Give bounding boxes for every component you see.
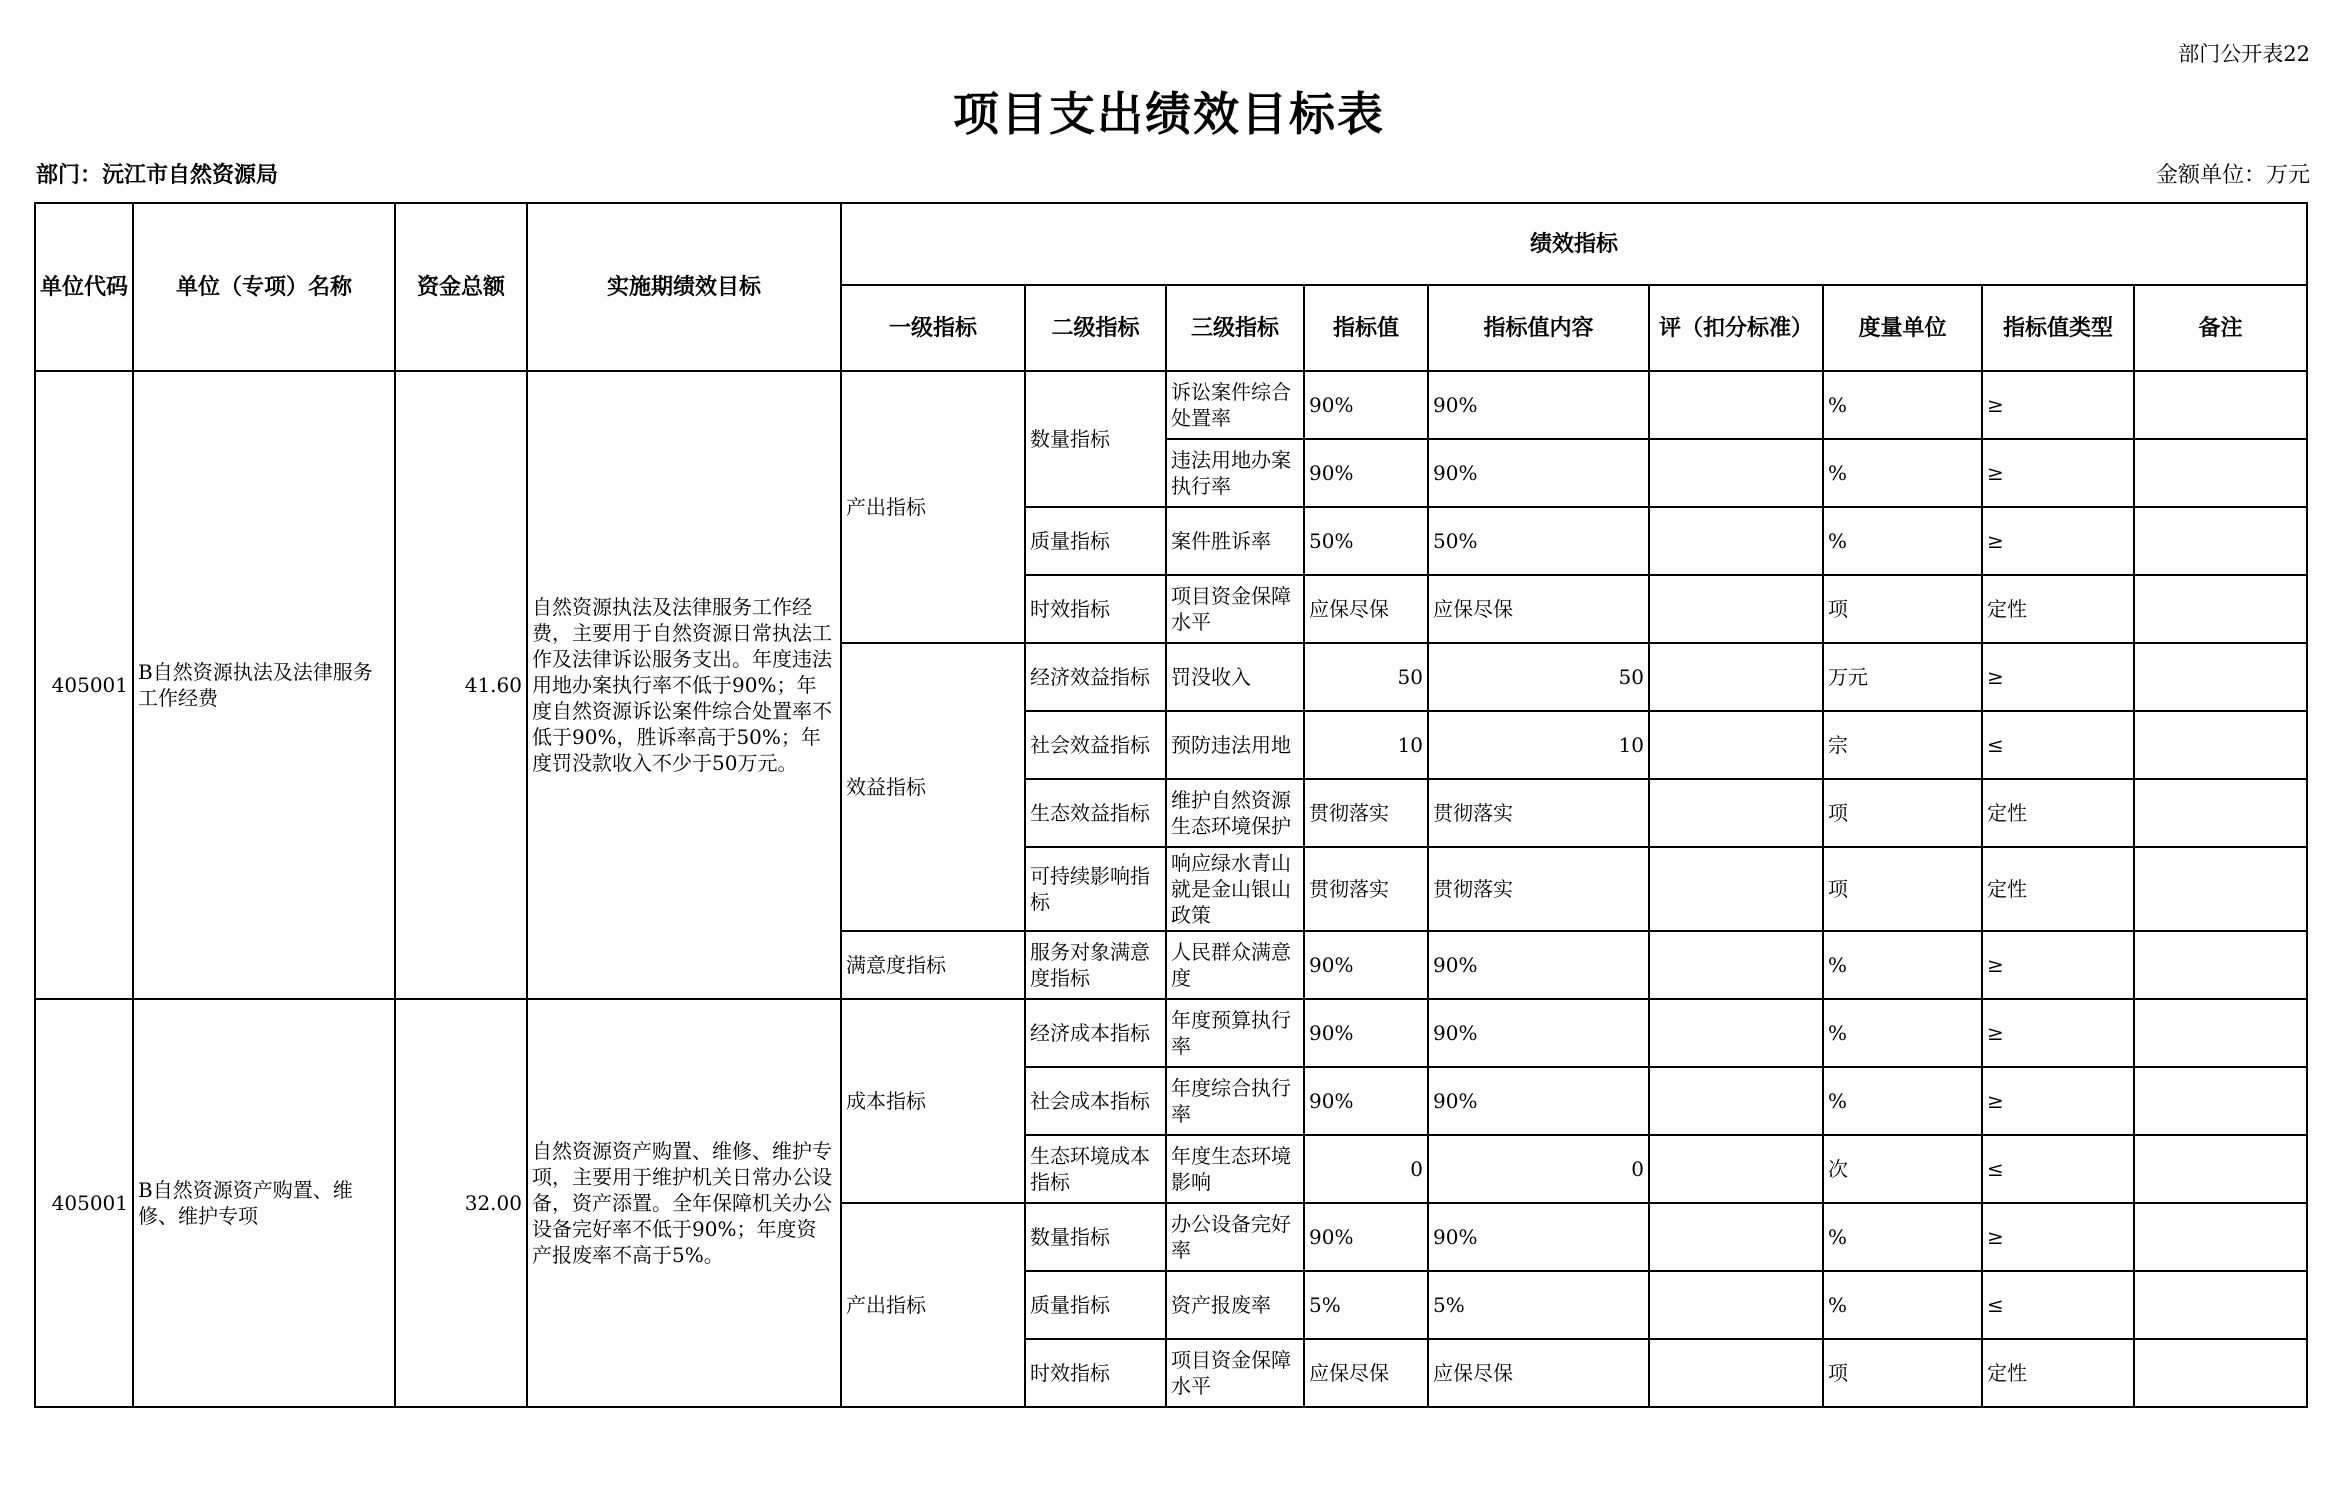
value-type-cell: ≥ <box>1982 439 2134 507</box>
value-type-cell: 定性 <box>1982 847 2134 931</box>
table-body <box>35 371 2307 1407</box>
remark-cell <box>2134 779 2307 847</box>
level3-cell: 年度生态环境影响 <box>1166 1135 1304 1203</box>
header-unit-code: 单位代码 <box>35 203 133 371</box>
remark-cell <box>2134 1135 2307 1203</box>
value-cell: 贯彻落实 <box>1304 779 1428 847</box>
total-funds-cell: 32.00 <box>395 999 527 1407</box>
value-type-cell: ≤ <box>1982 1135 2134 1203</box>
value-type-cell: ≥ <box>1982 1203 2134 1271</box>
score-cell <box>1649 371 1823 439</box>
value-type-cell: 定性 <box>1982 779 2134 847</box>
value-content-cell: 10 <box>1428 711 1649 779</box>
header-remark: 备注 <box>2134 285 2307 371</box>
header-value: 指标值 <box>1304 285 1428 371</box>
level2-cell: 时效指标 <box>1025 1339 1166 1407</box>
level3-cell: 诉讼案件综合处置率 <box>1166 371 1304 439</box>
remark-cell <box>2134 507 2307 575</box>
measure-unit-cell: % <box>1823 1271 1982 1339</box>
value-cell: 90% <box>1304 439 1428 507</box>
level3-cell: 维护自然资源生态环境保护 <box>1166 779 1304 847</box>
remark-cell <box>2134 1339 2307 1407</box>
measure-unit-cell: % <box>1823 999 1982 1067</box>
level3-cell: 项目资金保障水平 <box>1166 1339 1304 1407</box>
header-level3: 三级指标 <box>1166 285 1304 371</box>
header-score: 评（扣分标准） <box>1649 285 1823 371</box>
value-cell: 5% <box>1304 1271 1428 1339</box>
level2-cell: 经济成本指标 <box>1025 999 1166 1067</box>
remark-cell <box>2134 931 2307 999</box>
measure-unit-cell: % <box>1823 507 1982 575</box>
measure-unit-cell: 次 <box>1823 1135 1982 1203</box>
table-row <box>35 371 2307 439</box>
value-type-cell: ≥ <box>1982 371 2134 439</box>
level2-cell: 生态环境成本指标 <box>1025 1135 1166 1203</box>
level3-cell: 罚没收入 <box>1166 643 1304 711</box>
value-content-cell: 应保尽保 <box>1428 575 1649 643</box>
value-cell: 50 <box>1304 643 1428 711</box>
value-type-cell: ≥ <box>1982 507 2134 575</box>
measure-unit-cell: 宗 <box>1823 711 1982 779</box>
score-cell <box>1649 779 1823 847</box>
amount-unit-label: 金额单位：万元 <box>2155 163 2310 188</box>
remark-cell <box>2134 711 2307 779</box>
measure-unit-cell: 项 <box>1823 1339 1982 1407</box>
value-content-cell: 50% <box>1428 507 1649 575</box>
header-performance: 绩效指标 <box>841 203 2307 285</box>
score-cell <box>1649 847 1823 931</box>
header-unit-name: 单位（专项）名称 <box>133 203 395 371</box>
level2-cell: 经济效益指标 <box>1025 643 1166 711</box>
value-type-cell: ≥ <box>1982 1067 2134 1135</box>
score-cell <box>1649 1203 1823 1271</box>
value-content-cell: 应保尽保 <box>1428 1339 1649 1407</box>
value-content-cell: 90% <box>1428 371 1649 439</box>
score-cell <box>1649 1339 1823 1407</box>
score-cell <box>1649 711 1823 779</box>
page-title: 项目支出绩效目标表 <box>953 87 1385 141</box>
unit-name-cell: B自然资源资产购置、维修、维护专项 <box>133 999 395 1407</box>
level3-cell: 项目资金保障水平 <box>1166 575 1304 643</box>
value-cell: 90% <box>1304 999 1428 1067</box>
remark-cell <box>2134 575 2307 643</box>
table-number-label: 部门公开表22 <box>2178 42 2310 66</box>
department-label: 部门：沅江市自然资源局 <box>36 162 279 188</box>
value-content-cell: 0 <box>1428 1135 1649 1203</box>
value-type-cell: ≥ <box>1982 643 2134 711</box>
header-value-content: 指标值内容 <box>1428 285 1649 371</box>
value-type-cell: ≤ <box>1982 1271 2134 1339</box>
level2-cell: 质量指标 <box>1025 1271 1166 1339</box>
measure-unit-cell: 项 <box>1823 847 1982 931</box>
measure-unit-cell: % <box>1823 931 1982 999</box>
value-type-cell: ≤ <box>1982 711 2134 779</box>
level1-cell: 成本指标 <box>841 999 1025 1203</box>
value-content-cell: 5% <box>1428 1271 1649 1339</box>
level3-cell: 年度综合执行率 <box>1166 1067 1304 1135</box>
level3-cell: 响应绿水青山就是金山银山政策 <box>1166 847 1304 931</box>
score-cell <box>1649 1135 1823 1203</box>
level2-cell: 质量指标 <box>1025 507 1166 575</box>
header-measure-unit: 度量单位 <box>1823 285 1982 371</box>
level2-cell: 数量指标 <box>1025 371 1166 507</box>
remark-cell <box>2134 1203 2307 1271</box>
value-content-cell: 90% <box>1428 931 1649 999</box>
total-funds-cell: 41.60 <box>395 371 527 999</box>
score-cell <box>1649 931 1823 999</box>
measure-unit-cell: % <box>1823 1067 1982 1135</box>
value-content-cell: 90% <box>1428 1203 1649 1271</box>
value-type-cell: ≥ <box>1982 999 2134 1067</box>
measure-unit-cell: 项 <box>1823 779 1982 847</box>
level3-cell: 人民群众满意度 <box>1166 931 1304 999</box>
value-content-cell: 贯彻落实 <box>1428 779 1649 847</box>
header-total-funds: 资金总额 <box>395 203 527 371</box>
level2-cell: 时效指标 <box>1025 575 1166 643</box>
measure-unit-cell: 项 <box>1823 575 1982 643</box>
level1-cell: 满意度指标 <box>841 931 1025 999</box>
level3-cell: 办公设备完好率 <box>1166 1203 1304 1271</box>
measure-unit-cell: 万元 <box>1823 643 1982 711</box>
value-cell: 应保尽保 <box>1304 1339 1428 1407</box>
score-cell <box>1649 1271 1823 1339</box>
remark-cell <box>2134 847 2307 931</box>
level1-cell: 效益指标 <box>841 643 1025 931</box>
value-cell: 90% <box>1304 931 1428 999</box>
remark-cell <box>2134 999 2307 1067</box>
level2-cell: 社会效益指标 <box>1025 711 1166 779</box>
score-cell <box>1649 999 1823 1067</box>
level2-cell: 服务对象满意度指标 <box>1025 931 1166 999</box>
value-cell: 50% <box>1304 507 1428 575</box>
value-cell: 贯彻落实 <box>1304 847 1428 931</box>
value-cell: 10 <box>1304 711 1428 779</box>
measure-unit-cell: % <box>1823 371 1982 439</box>
value-type-cell: 定性 <box>1982 1339 2134 1407</box>
value-cell: 0 <box>1304 1135 1428 1203</box>
level2-cell: 生态效益指标 <box>1025 779 1166 847</box>
performance-table <box>34 202 2308 1408</box>
level3-cell: 案件胜诉率 <box>1166 507 1304 575</box>
level1-cell: 产出指标 <box>841 1203 1025 1407</box>
level3-cell: 资产报废率 <box>1166 1271 1304 1339</box>
remark-cell <box>2134 439 2307 507</box>
level2-cell: 社会成本指标 <box>1025 1067 1166 1135</box>
header-goal: 实施期绩效目标 <box>527 203 841 371</box>
measure-unit-cell: % <box>1823 439 1982 507</box>
value-type-cell: 定性 <box>1982 575 2134 643</box>
level3-cell: 预防违法用地 <box>1166 711 1304 779</box>
level2-cell: 可持续影响指标 <box>1025 847 1166 931</box>
score-cell <box>1649 643 1823 711</box>
score-cell <box>1649 507 1823 575</box>
value-cell: 90% <box>1304 371 1428 439</box>
goal-cell: 自然资源执法及法律服务工作经费，主要用于自然资源日常执法工作及法律诉讼服务支出。年度违法用地办案执行率不低于90%；年度自然资源诉讼案件综合处置率不低于90%，胜诉率高于50%；年度罚没款收入不少于50万元。 <box>527 371 841 999</box>
score-cell <box>1649 575 1823 643</box>
remark-cell <box>2134 371 2307 439</box>
unit-code-cell: 405001 <box>35 371 133 999</box>
value-type-cell: ≥ <box>1982 931 2134 999</box>
unit-code-cell: 405001 <box>35 999 133 1407</box>
header-value-type: 指标值类型 <box>1982 285 2134 371</box>
value-content-cell: 90% <box>1428 439 1649 507</box>
level3-cell: 违法用地办案执行率 <box>1166 439 1304 507</box>
measure-unit-cell: % <box>1823 1203 1982 1271</box>
remark-cell <box>2134 1067 2307 1135</box>
value-content-cell: 90% <box>1428 1067 1649 1135</box>
value-cell: 90% <box>1304 1203 1428 1271</box>
value-content-cell: 90% <box>1428 999 1649 1067</box>
header-level1: 一级指标 <box>841 285 1025 371</box>
goal-cell: 自然资源资产购置、维修、维护专项，主要用于维护机关日常办公设备，资产添置。全年保障机关办公设备完好率不低于90%；年度资产报废率不高于5%。 <box>527 999 841 1407</box>
level3-cell: 年度预算执行率 <box>1166 999 1304 1067</box>
remark-cell <box>2134 643 2307 711</box>
level2-cell: 数量指标 <box>1025 1203 1166 1271</box>
value-cell: 90% <box>1304 1067 1428 1135</box>
score-cell <box>1649 1067 1823 1135</box>
value-content-cell: 贯彻落实 <box>1428 847 1649 931</box>
value-cell: 应保尽保 <box>1304 575 1428 643</box>
unit-name-cell: B自然资源执法及法律服务工作经费 <box>133 371 395 999</box>
header-level2: 二级指标 <box>1025 285 1166 371</box>
table-row <box>35 999 2307 1067</box>
remark-cell <box>2134 1271 2307 1339</box>
value-content-cell: 50 <box>1428 643 1649 711</box>
level1-cell: 产出指标 <box>841 371 1025 643</box>
score-cell <box>1649 439 1823 507</box>
